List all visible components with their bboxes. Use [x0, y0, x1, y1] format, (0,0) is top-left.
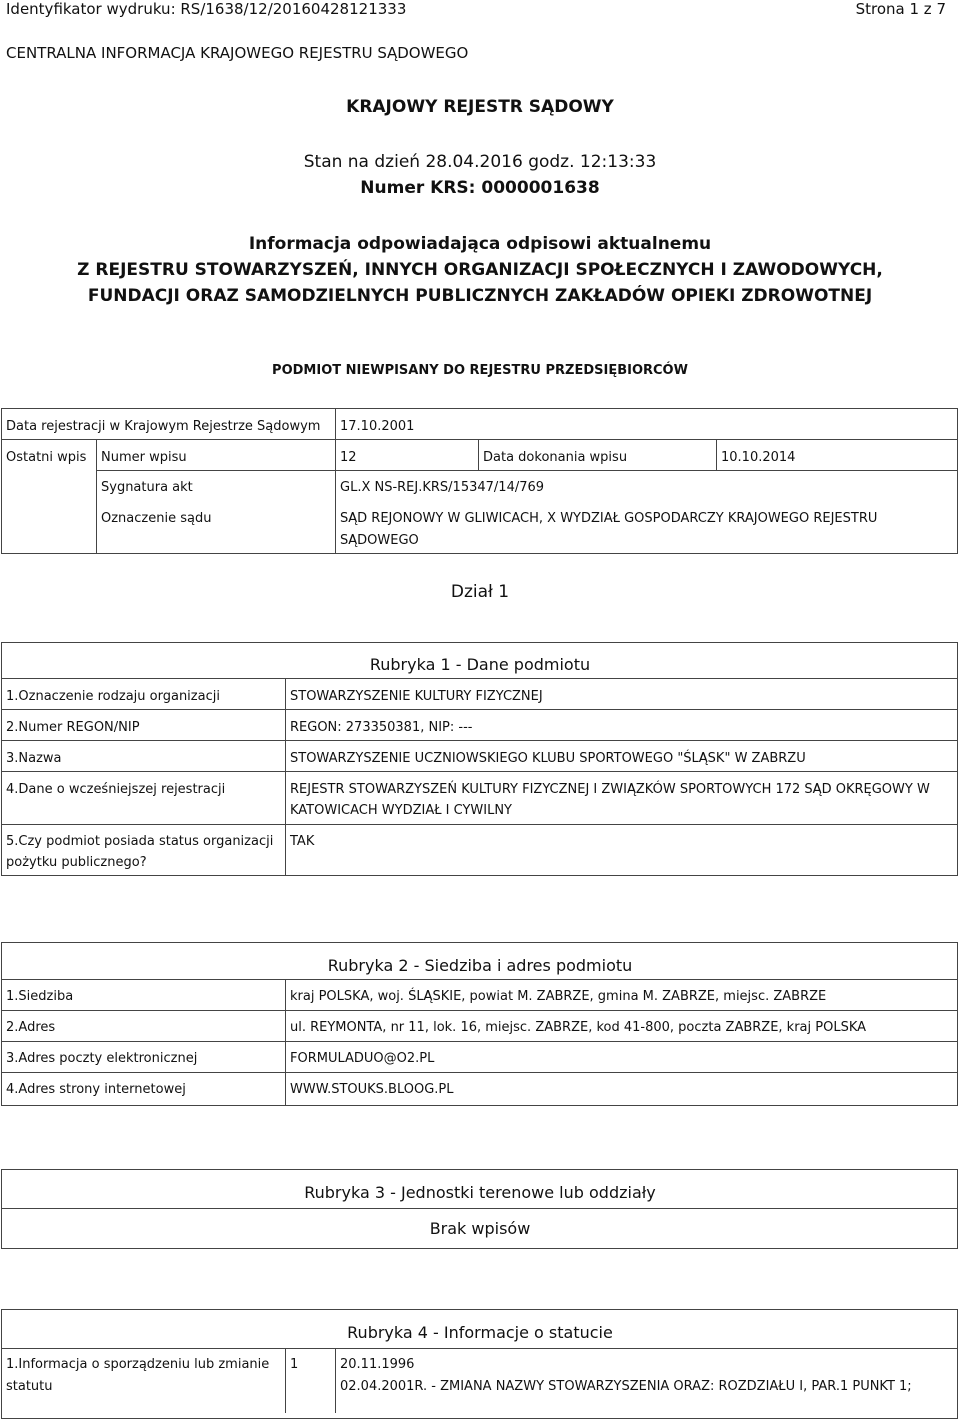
col-divider [716, 439, 717, 470]
statute-entry-number: 1 [290, 1357, 299, 1372]
statute-change: 02.04.2001R. - ZMIANA NAZWY STOWARZYSZENIA ORAZ: ROZDZIAŁU I, PAR.1 PUNKT 1; [340, 1379, 912, 1394]
r5-label-line-1: 5.Czy podmiot posiada status organizacji [6, 834, 274, 849]
entry-date-label: Data dokonania wpisu [483, 450, 628, 465]
row-divider [1, 1348, 958, 1349]
r3-value: STOWARZYSZENIE UCZNIOWSKIEGO KLUBU SPORTOWEGO "ŚLĄSK" W ZABRZU [290, 751, 806, 766]
row-divider [1, 1041, 958, 1042]
header-organization: CENTRALNA INFORMACJA KRAJOWEGO REJESTRU SĄDOWEGO [6, 44, 469, 62]
court-value-line-1: SĄD REJONOWY W GLIWICACH, X WYDZIAŁ GOSPODARCZY KRAJOWEGO REJESTRU [340, 511, 878, 526]
address-label: 2.Adres [6, 1020, 56, 1035]
row-divider [1, 709, 958, 710]
rubryka-3-empty: Brak wpisów [429, 1219, 531, 1238]
entry-number-label: Numer wpisu [101, 450, 187, 465]
row-divider [1, 1208, 958, 1209]
rubryka-3-title: Rubryka 3 - Jednostki terenowe lub oddziały [304, 1183, 656, 1202]
r5-value: TAK [290, 834, 315, 849]
col-divider [96, 439, 97, 554]
col-divider [478, 439, 479, 470]
row-divider [1, 979, 958, 980]
row-divider [1, 771, 958, 772]
statute-label-line-1: 1.Informacja o sporządzeniu lub zmianie [6, 1357, 270, 1372]
statute-date: 20.11.1996 [340, 1357, 415, 1372]
r1-label: 1.Oznaczenie rodzaju organizacji [6, 689, 220, 704]
r4-label: 4.Dane o wcześniejszej rejestracji [6, 782, 226, 797]
r2-value: REGON: 273350381, NIP: --- [290, 720, 473, 735]
krs-number: Numer KRS: 0000001638 [360, 178, 600, 198]
print-identifier: Identyfikator wydruku: RS/1638/12/20160428121333 [6, 0, 407, 18]
entity-status: PODMIOT NIEWPISANY DO REJESTRU PRZEDSIĘBIORCÓW [272, 363, 688, 378]
r2-label: 2.Numer REGON/NIP [6, 720, 140, 735]
website-value: WWW.STOUKS.BLOOG.PL [290, 1082, 454, 1097]
entry-number-value: 12 [340, 450, 357, 465]
seat-value: kraj POLSKA, woj. ŚLĄSKIE, powiat M. ZABRZE, gmina M. ZABRZE, miejsc. ZABRZE [290, 989, 827, 1004]
info-line-3: FUNDACJI ORAZ SAMODZIELNYCH PUBLICZNYCH ZAKŁADÓW OPIEKI ZDROWOTNEJ [87, 286, 873, 306]
registry-title: KRAJOWY REJESTR SĄDOWY [346, 97, 614, 117]
col-divider [285, 979, 286, 1106]
court-value-line-2: SĄDOWEGO [340, 533, 419, 548]
r1-value: STOWARZYSZENIE KULTURY FIZYCZNEJ [290, 689, 543, 704]
statute-label-line-2: statutu [6, 1379, 53, 1394]
court-label: Oznaczenie sądu [101, 511, 212, 526]
address-value: ul. REYMONTA, nr 11, lok. 16, miejsc. ZABRZE, kod 41-800, poczta ZABRZE, kraj POLSKA [290, 1020, 867, 1035]
info-line-1: Informacja odpowiadająca odpisowi aktualnemu [248, 234, 712, 254]
section-title: Dział 1 [450, 582, 510, 602]
row-divider [96, 470, 958, 471]
info-line-2: Z REJESTRU STOWARZYSZEŃ, INNYCH ORGANIZACJI SPOŁECZNYCH I ZAWODOWYCH, [77, 260, 883, 280]
col-divider [285, 678, 286, 876]
col-divider [335, 439, 336, 554]
row-divider [1, 678, 958, 679]
row-divider [1, 824, 958, 825]
seat-label: 1.Siedziba [6, 989, 74, 1004]
page-number: Strona 1 z 7 [855, 0, 946, 18]
row-divider [1, 439, 958, 440]
r5-label-line-2: pożytku publicznego? [6, 855, 147, 870]
email-label: 3.Adres poczty elektronicznej [6, 1051, 198, 1066]
file-signature-value: GL.X NS-REJ.KRS/15347/14/769 [340, 480, 545, 495]
website-label: 4.Adres strony internetowej [6, 1082, 186, 1097]
col-divider [285, 1348, 286, 1413]
row-divider [1, 1072, 958, 1073]
r4-value-line-1: REJESTR STOWARZYSZEŃ KULTURY FIZYCZNEJ I ZWIĄZKÓW SPORTOWYCH 172 SĄD OKRĘGOWY W [290, 782, 930, 797]
rubryka-2-title: Rubryka 2 - Siedziba i adres podmiotu [327, 956, 633, 975]
file-signature-label: Sygnatura akt [101, 480, 193, 495]
entry-date-value: 10.10.2014 [721, 450, 796, 465]
registration-date-label: Data rejestracji w Krajowym Rejestrze Sądowym [6, 419, 321, 434]
rubryka-4-title: Rubryka 4 - Informacje o statucie [347, 1323, 613, 1342]
col-divider [335, 408, 336, 439]
row-divider [1, 1010, 958, 1011]
col-divider [335, 1348, 336, 1413]
rubryka-1-title: Rubryka 1 - Dane podmiotu [369, 655, 591, 674]
registration-date-value: 17.10.2001 [340, 419, 415, 434]
row-divider [1, 740, 958, 741]
last-entry-label: Ostatni wpis [6, 450, 87, 465]
r3-label: 3.Nazwa [6, 751, 62, 766]
r4-value-line-2: KATOWICACH WYDZIAŁ I CYWILNY [290, 803, 512, 818]
state-date: Stan na dzień 28.04.2016 godz. 12:13:33 [303, 152, 657, 172]
email-value: FORMULADUO@O2.PL [290, 1051, 435, 1066]
